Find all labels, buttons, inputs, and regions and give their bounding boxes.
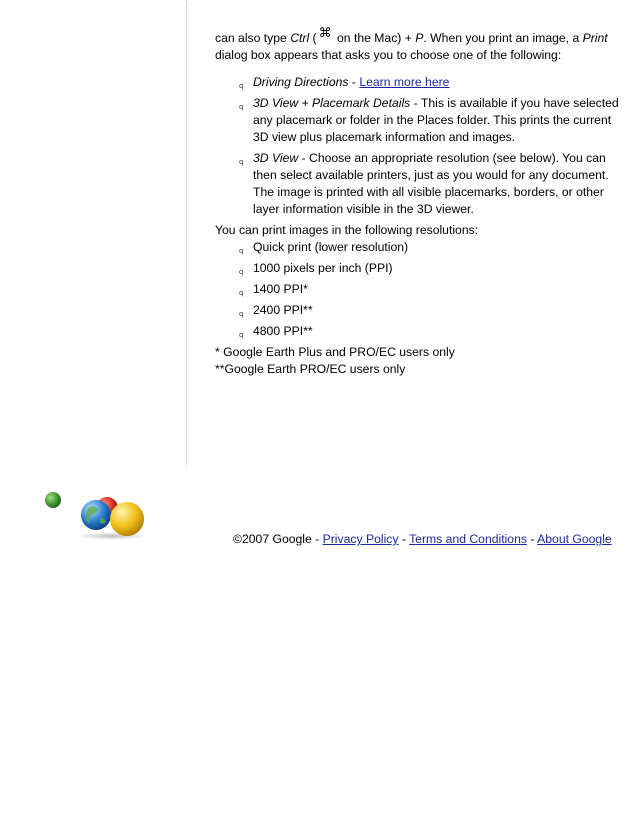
list-item [215, 150, 620, 218]
learn-more-link[interactable]: Learn more here [359, 75, 450, 89]
bullet-icon: q [239, 247, 244, 255]
resolutions-intro: You can print images in the following resolutions: [215, 223, 479, 237]
option-description: Choose an appropriate resolution (see below). You can then select available printers, just as you would for any document. The image is printed with all visible placemarks, borders, or other layer information visible in the 3D viewer. [253, 151, 609, 216]
resolution-label: 4800 PPI** [253, 324, 313, 338]
footnote-plus: * Google Earth Plus and PRO/EC users only [215, 345, 455, 359]
intro-paragraph [215, 26, 620, 64]
footer [233, 531, 612, 548]
bullet-icon: q [239, 82, 244, 90]
option-description: This is available if you have selected any placemark or folder in the Places folder. This prints the current 3D view plus placemark information and images. [253, 96, 619, 144]
option-separator: - [298, 151, 310, 165]
resolution-label: 2400 PPI** [253, 303, 313, 317]
footnote-pro: **Google Earth PRO/EC users only [215, 362, 406, 376]
command-key-icon: ⌘ [318, 26, 332, 41]
resolution-label: 1400 PPI* [253, 282, 308, 296]
option-title: Driving Directions [253, 75, 349, 89]
intro-text: ( [309, 31, 317, 45]
privacy-policy-link[interactable]: Privacy Policy [322, 532, 399, 546]
bullet-icon: q [239, 158, 244, 166]
dotted-column-separator [186, 0, 187, 466]
resolution-label: Quick print (lower resolution) [253, 240, 409, 254]
option-separator: - [410, 96, 421, 110]
option-title: 3D View + Placemark Details [253, 96, 411, 110]
bullet-icon: q [239, 310, 244, 318]
resolution-label: 1000 pixels per inch (PPI) [253, 261, 393, 275]
footer-separator: - [398, 532, 410, 546]
print-options-list [215, 74, 620, 218]
resolutions-list [215, 239, 620, 340]
list-item [215, 302, 620, 319]
list-item [215, 95, 620, 146]
ctrl-key: Ctrl [290, 31, 310, 45]
bullet-icon: q [239, 268, 244, 276]
about-google-link[interactable]: About Google [537, 532, 612, 546]
list-item [215, 260, 620, 277]
copyright-text: ©2007 Google - [233, 532, 323, 546]
intro-text: on the Mac) + [333, 31, 416, 45]
list-item [215, 239, 620, 256]
google-earth-logo-icon [40, 488, 150, 540]
intro-text: . When you print an image, a [423, 31, 583, 45]
main-content [215, 26, 620, 378]
option-title: 3D View [253, 151, 299, 165]
intro-text: dialog box appears that asks you to choose one of the following: [215, 48, 562, 62]
p-key: P [415, 31, 424, 45]
bullet-icon: q [239, 331, 244, 339]
print-word: Print [582, 31, 608, 45]
option-separator: - [348, 75, 360, 89]
list-item [215, 323, 620, 340]
terms-link[interactable]: Terms and Conditions [409, 532, 527, 546]
intro-text: can also type [215, 31, 291, 45]
bullet-icon: q [239, 289, 244, 297]
footer-separator: - [526, 532, 538, 546]
bullet-icon: q [239, 103, 244, 111]
list-item [215, 281, 620, 298]
list-item [215, 74, 620, 91]
